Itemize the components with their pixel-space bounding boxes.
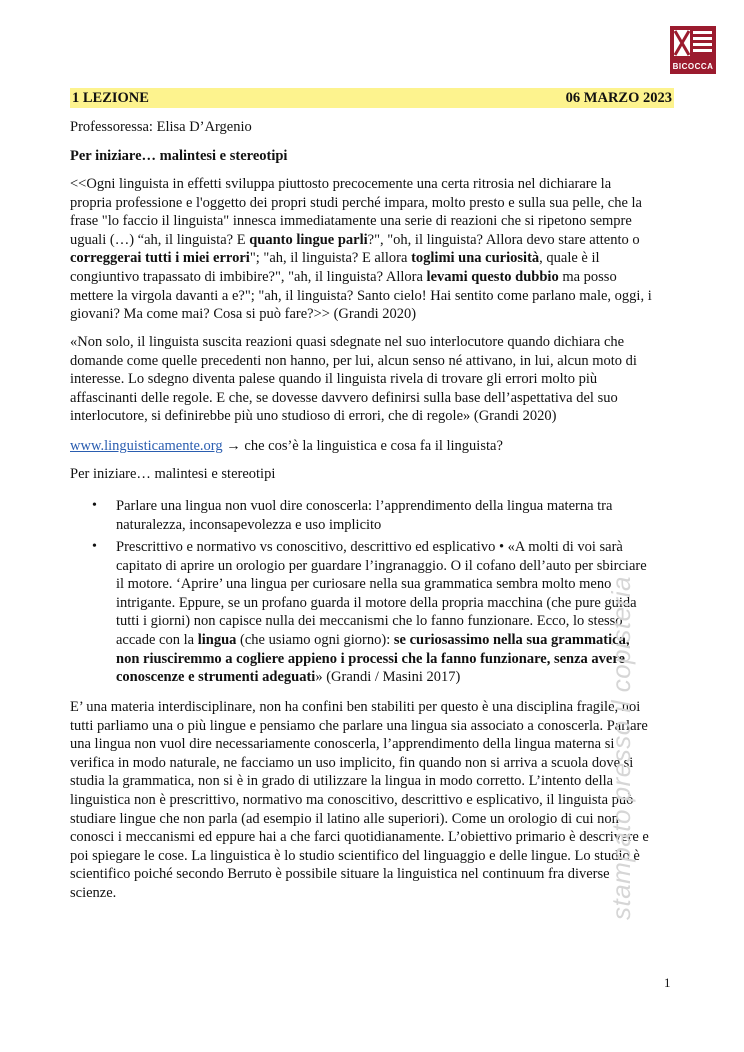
text-line: linguistica non è prescrittivo, normativo ma conoscitivo, descrittivo e esplicativo, il linguista può bbox=[70, 792, 634, 808]
section-heading: Per iniziare… malintesi e stereotipi bbox=[70, 148, 288, 164]
list-item-line: Parlare una lingua non vuol dire conoscerla: l’apprendimento della lingua materna tra bbox=[116, 498, 613, 514]
text-line: mettere la virgola davanti a e?"; "ah, il linguista? Santo cielo! Hai sentito come parlano male, oggi, i bbox=[70, 287, 652, 304]
text-line: scienze. bbox=[70, 885, 117, 901]
text-line: poi spiegare le cose. La linguistica è lo studio scientifico del linguaggio e delle lingue. Lo studio è bbox=[70, 847, 640, 864]
bullet-icon: • bbox=[92, 498, 97, 513]
logo-text: BICOCCA bbox=[672, 62, 714, 71]
watermark: stampato presso il copisteria bbox=[606, 576, 636, 920]
lesson-date: 06 MARZO 2023 bbox=[565, 90, 672, 106]
text-line: studia la grammatica, non si è in grado di utilizzare la lingua in modo corretto. L’intento della bbox=[70, 773, 614, 790]
text-line: giovani? Ma come mai? Cosa si può fare?>> (Grandi 2020) bbox=[70, 306, 417, 323]
list-item-line: tutti i giorni) non capisce nulla dei meccanismi che lo fanno funzionare. Ecco, lo stesso bbox=[116, 613, 623, 630]
bullet-icon: • bbox=[92, 539, 97, 554]
text-line: frase "lo faccio il linguista" innesca immediatamente una serie di reazioni che si ripetono sempre bbox=[70, 213, 632, 230]
text-line: propria professione e l'oggetto dei propri studi perché impara, molto presto e sulla sua pelle, che la bbox=[70, 194, 642, 211]
lesson-header bbox=[70, 88, 674, 108]
text-line: interlocutore, si definirebbe più uno studioso di errori, che di regole» (Grandi 2020) bbox=[70, 408, 557, 425]
website-link[interactable]: www.linguisticamente.org bbox=[70, 438, 223, 454]
university-logo bbox=[670, 26, 716, 74]
text-line: domande come quelle precedenti non hanno, per lui, alcun senso né attivano, in lui, alcun moto di bbox=[70, 352, 637, 369]
text-line: scientifico poiché secondo Berruto è possibile situare la linguistica nel continuum fra diverse bbox=[70, 866, 610, 883]
lesson-number: 1 LEZIONE bbox=[72, 90, 149, 106]
text-line: conosci i meccanismi ed eppure hai a che farci quotidianamente. L’obiettivo primario è descrivere e bbox=[70, 829, 649, 846]
text-line: correggerai tutti i miei errori"; "ah, il linguista? E allora toglimi una curiosità, quale è il bbox=[70, 250, 600, 267]
section-heading-2: Per iniziare… malintesi e stereotipi bbox=[70, 466, 276, 482]
text-line: uguali (…) “ah, il linguista? E quanto lingue parli?", "oh, il linguista? Allora devo stare attento o bbox=[70, 231, 640, 248]
list-item-line: intrigante. Eppure, se un profano guarda il motore della propria macchina (che pure guida bbox=[116, 594, 637, 611]
professor-line: Professoressa: Elisa D’Argenio bbox=[70, 119, 252, 135]
text-line: una lingua non vuol dire necessariamente conoscerla, l’apprendimento della lingua materna si bbox=[70, 736, 615, 753]
link-description: che cos’è la linguistica e cosa fa il linguista? bbox=[240, 438, 503, 454]
list-item-line: il motore. ‘Aprire’ una lingua per curiosare nella sua grammatica sembra molto meno bbox=[116, 576, 612, 593]
text-line: verifica in modo naturale, ne facciamo un uso implicito, fin quando non si arriva a scuola dove si bbox=[70, 754, 634, 771]
text-line: «Non solo, il linguista suscita reazioni quasi sdegnate nel suo interlocutore quando dichiara che bbox=[70, 334, 625, 350]
list-item-line: non riusciremmo a cogliere appieno i processi che la fanno funzionare, senza avere bbox=[116, 650, 625, 667]
text-line: studiare lingue che non parla (ad esempio il latino alle superiori). Come un orologio di cui non bbox=[70, 810, 619, 827]
text-line: affascinanti delle regole. E che, se dovesse davvero definirsi sulla base dell’aspettativa del suo bbox=[70, 389, 618, 406]
text-line: tutti parliamo una o più lingue e pensiamo che parlare una lingua sia associato a conoscerla. Parlare bbox=[70, 717, 648, 734]
list-item-line: accade con la lingua (che usiamo ogni giorno): se curiosassimo nella sua grammatica, bbox=[116, 632, 630, 648]
list-item-line: naturalezza, inconsapevolezza e uso implicito bbox=[116, 516, 382, 533]
list-item-line: capitato di aprire un orologio per guardare l’ingranaggio. O il cofano dell’auto per sbirciare bbox=[116, 557, 647, 574]
page-number: 1 bbox=[664, 975, 671, 990]
list-item-line: Prescrittivo e normativo vs conoscitivo, descrittivo ed esplicativo • «A molti di voi sarà bbox=[116, 539, 623, 555]
link-line bbox=[70, 437, 503, 456]
list-item-line: conoscenze e strumenti adeguati» (Grandi / Masini 2017) bbox=[116, 669, 461, 686]
text-line: E’ una materia interdisciplinare, non ha confini ben stabiliti per questo è una disciplina fragile, noi bbox=[70, 699, 641, 715]
text-line: interesse. Lo sdegno diventa palese quando il linguista rivela di trovare gli errori molto più bbox=[70, 371, 598, 388]
arrow-icon: → bbox=[226, 438, 241, 454]
text-line: congiuntivo trapassato di imbibire?", "ah, il linguista? Allora levami questo dubbio ma posso bbox=[70, 269, 617, 285]
text-line: <<Ogni linguista in effetti sviluppa piuttosto precocemente una certa ritrosia nel dichiarare la bbox=[70, 176, 612, 192]
